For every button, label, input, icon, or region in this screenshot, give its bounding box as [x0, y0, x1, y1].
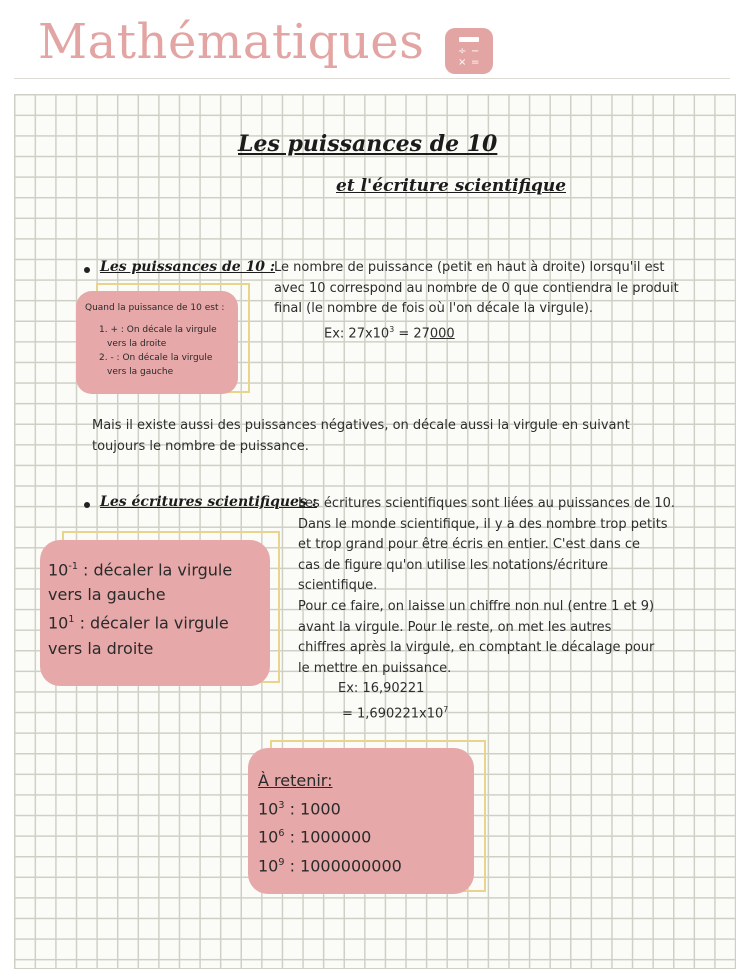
card3-row: $10^9$ : 1000000000 [258, 855, 402, 875]
remember-card [248, 748, 474, 894]
card2-text2b: vers la droite [48, 638, 154, 658]
card1-item2-b: vers la gauche [107, 367, 174, 377]
card3-row: $10^6$ : 1000000 [258, 827, 372, 847]
direction-card [40, 540, 270, 686]
example-prefix: Ex: 27x10 [324, 326, 390, 342]
sign-rule-card [76, 291, 238, 394]
card2-text [48, 554, 232, 661]
card3-row: $10^3$ : 1000 [258, 799, 341, 819]
text-line: scientifique. [298, 578, 378, 594]
text-line: Pour ce faire, on laisse un chiffre non nul (entre 1 et 9) [298, 598, 655, 614]
text-line: Mais il existe aussi des puissances négatives, on décale aussi la virgule en suivant [92, 418, 630, 433]
bullet-icon [84, 502, 90, 508]
text-line: avant la virgule. Pour le reste, on met les autres [298, 619, 612, 635]
section1-example [324, 320, 455, 345]
text-line: Les écritures scientifiques sont liées au puissances de 10. [298, 496, 675, 511]
text-line: cas de figure qu'on utilise les notations/écriture [298, 557, 609, 573]
card3-text [258, 768, 402, 878]
text-line: chiffres après la virgule, en comptant le décalage pour [298, 640, 655, 656]
text-line: final (le nombre de fois où l'on décale la virgule). [274, 301, 594, 317]
text-line: Dans le monde scientifique, il y a des nombre trop petits [298, 516, 668, 532]
card2-exp2: 1 [68, 614, 75, 626]
subtitle: et l'écriture scientifique [336, 176, 567, 196]
text-line: et trop grand pour être écris en entier. C'est dans ce [298, 537, 641, 553]
card2-text1: : décaler la virgule [83, 560, 233, 580]
card1-item1-b: vers la droite [107, 339, 167, 349]
card2-exp1: -1 [68, 561, 78, 572]
header-divider [14, 78, 730, 79]
text-line: Le nombre de puissance (petit en haut à droite) lorsqu'il est [274, 260, 665, 275]
text-line: le mettre en puissance. [298, 660, 452, 676]
negative-powers-note [92, 416, 630, 457]
card1-title: Quand la puissance de 10 est : [85, 303, 225, 313]
card1-item2: 2. - : On décale la virgule [99, 353, 213, 363]
section2-paragraph [298, 494, 675, 679]
card2-base1: 10 [48, 560, 69, 580]
section2-heading: Les écritures scientifiques : [100, 494, 317, 510]
text-line: toujours le nombre de puissance. [92, 438, 309, 454]
example-zeros: 000 [429, 326, 455, 342]
card2-text2: : décaler la virgule [79, 613, 229, 633]
section1-paragraph [274, 258, 679, 320]
page-title: Mathématiques [38, 14, 425, 70]
example-line2: = 1,690221x10 [342, 705, 444, 721]
bullet-icon [84, 267, 90, 273]
card1-item1: 1. + : On décale la virgule [99, 325, 217, 335]
text-line: avec 10 correspond au nombre de 0 que contiendra le produit [274, 280, 679, 296]
calculator-icon: ÷ − × = [445, 28, 493, 74]
card2-base2: 10 [48, 613, 69, 633]
example-eq: = 27 [398, 326, 430, 342]
example-exponent: 7 [443, 704, 449, 714]
example-line1: Ex: 16,90221 [338, 681, 425, 696]
card1-text [85, 301, 224, 379]
card2-text1b: vers la gauche [48, 585, 166, 605]
section1-heading: Les puissances de 10 : [100, 259, 276, 275]
section2-example [338, 679, 448, 725]
main-title: Les puissances de 10 [238, 131, 498, 157]
example-exponent: 3 [389, 325, 395, 334]
card3-title: À retenir: [258, 771, 333, 790]
